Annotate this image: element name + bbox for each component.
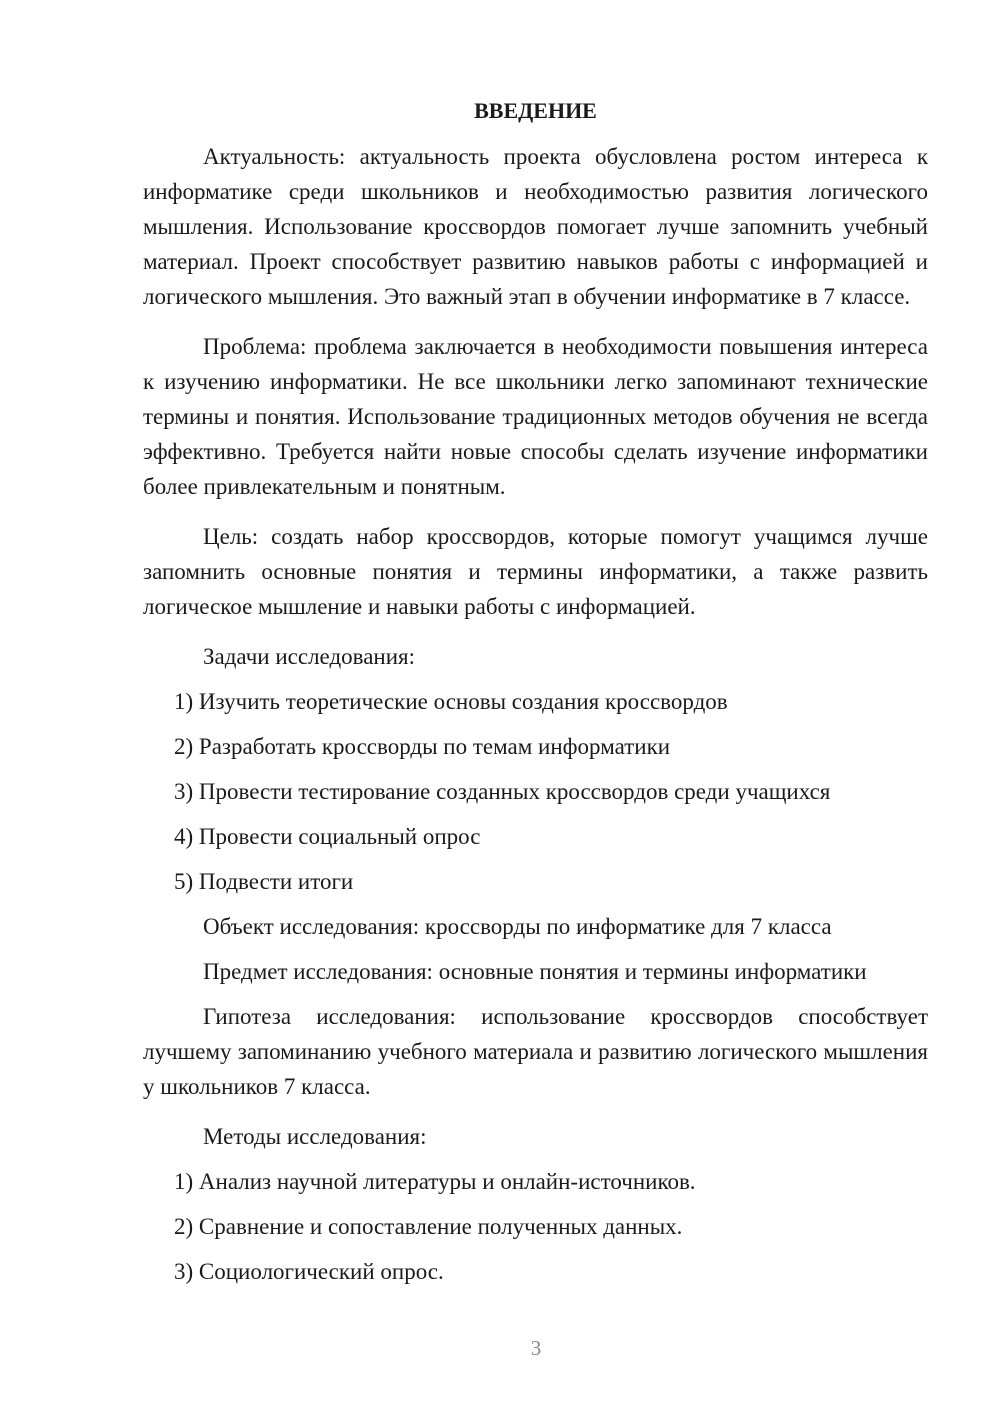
task-item: 1) Изучить теоретические основы создания кроссвордов [174,689,728,714]
methods-heading: Методы исследования: [203,1124,427,1149]
subject-line: Предмет исследования: основные понятия и термины информатики [203,959,867,984]
method-item: 1) Анализ научной литературы и онлайн-источников. [174,1169,696,1194]
document-body [143,96,928,1299]
task-item: 4) Провести социальный опрос [174,824,481,849]
page-number: 3 [530,1336,542,1360]
object-line: Объект исследования: кроссворды по информатике для 7 класса [203,914,832,939]
goal-paragraph: Цель: создать набор кроссвордов, которые помогут учащимся лучше запомнить основные понятия и термины информатики, а также развить логическое мышление и навыки работы с информацией. [143,524,928,619]
task-item: 3) Провести тестирование созданных кроссвордов среди учащихся [174,779,831,804]
task-item: 2) Разработать кроссворды по темам информатики [174,734,671,759]
tasks-heading: Задачи исследования: [203,644,416,669]
task-item: 5) Подвести итоги [174,869,354,894]
hypothesis-paragraph: Гипотеза исследования: использование кроссвордов способствует лучшему запоминанию учебного материала и развитию логического мышления у школьников 7 класса. [143,1004,928,1099]
problem-paragraph: Проблема: проблема заключается в необходимости повышения интереса к изучению информатики. Не все школьники легко запоминают технические термины и понятия. Использование традиционных методов обучения не всегда эффективно. Требуется найти новые способы сделать изучение информатики более привлекательным и понятным. [143,334,928,499]
page-title: ВВЕДЕНИЕ [474,98,597,123]
method-item: 3) Социологический опрос. [174,1259,444,1284]
method-item: 2) Сравнение и сопоставление полученных данных. [174,1214,683,1239]
relevance-paragraph: Актуальность: актуальность проекта обусловлена ростом интереса к информатике среди школьников и необходимостью развития логического мышления. Использование кроссвордов помогает лучше запомнить учебный материал. Проект способствует развитию навыков работы с информацией и логического мышления. Это важный этап в обучении информатике в 7 классе. [143,144,928,309]
